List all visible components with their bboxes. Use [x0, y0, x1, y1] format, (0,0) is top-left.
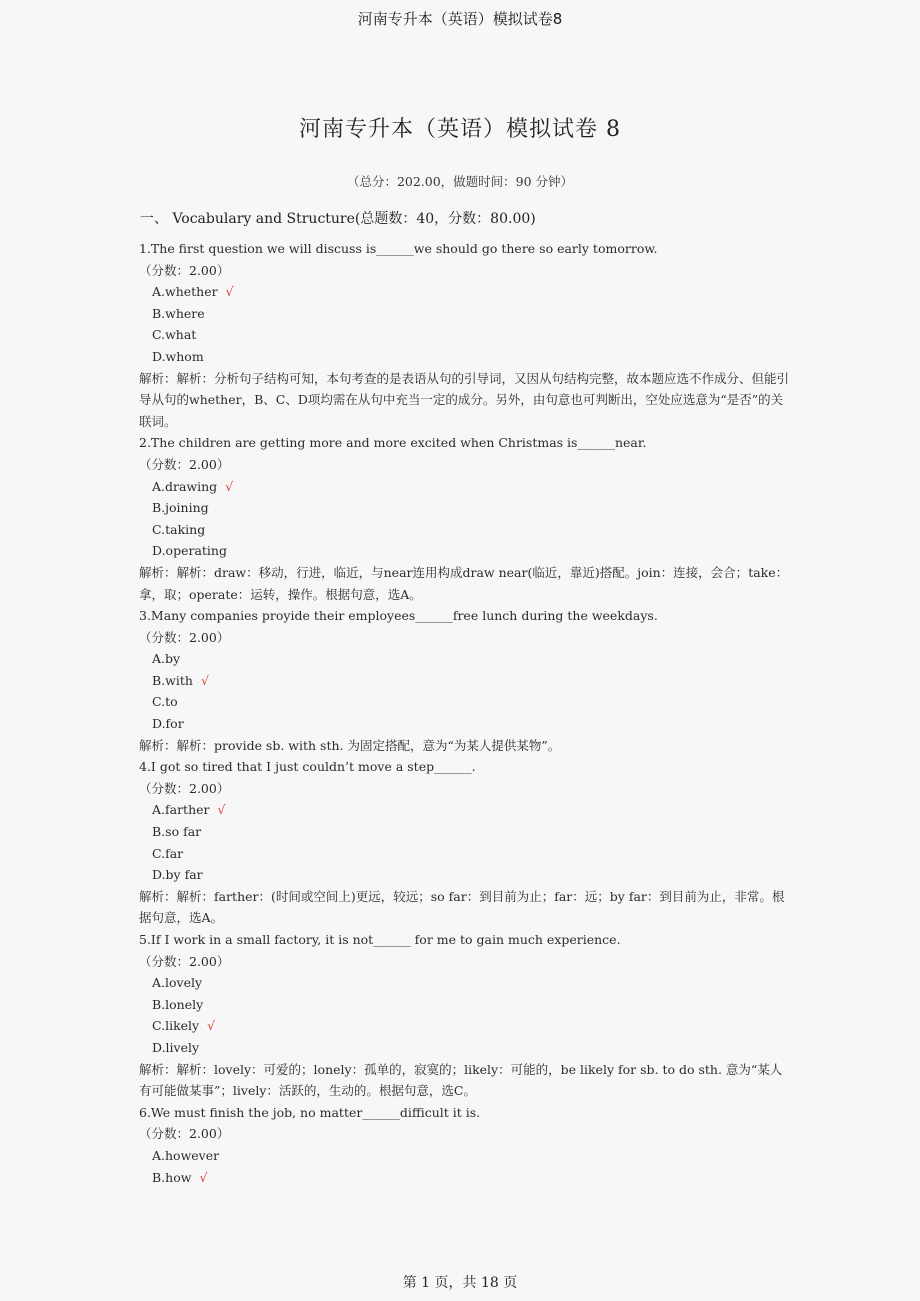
answer-option — [139, 691, 789, 713]
answer-option — [139, 670, 789, 692]
question-stem: 6.We must finish the job, no matter______difficult it is. — [139, 1104, 481, 1120]
answer-option — [139, 821, 789, 843]
answer-option — [139, 864, 789, 886]
question-stem: 3.Many companies proyide their employees______free lunch during the weekdays. — [139, 608, 658, 624]
answer-option-label: A.farther — [152, 802, 210, 818]
document-title: 河南专升本（英语）模拟试卷 8 — [299, 117, 621, 142]
answer-option-label: C.taking — [152, 521, 206, 537]
answer-option — [139, 1167, 789, 1189]
question-list — [139, 238, 789, 1188]
answer-option — [139, 1037, 789, 1059]
correct-check-icon: √ — [225, 284, 234, 300]
answer-option — [139, 346, 789, 368]
correct-check-icon: √ — [207, 1018, 216, 1034]
answer-option-label: D.by far — [152, 867, 203, 883]
question-item — [139, 238, 789, 432]
answer-option — [139, 1015, 789, 1037]
answer-option — [139, 713, 789, 735]
page-footer: 第 1 页，共 18 页 — [402, 1275, 518, 1291]
section-heading: 一、 Vocabulary and Structure(总题数：40，分数：80.00) — [140, 211, 536, 227]
question-item — [139, 929, 789, 1102]
document-subtitle: （总分：202.00，做题时间：90 分钟） — [346, 174, 574, 189]
correct-check-icon: √ — [217, 802, 226, 818]
answer-option-label: D.lively — [152, 1039, 200, 1055]
answer-option-label: B.with — [152, 672, 193, 688]
answer-option — [139, 843, 789, 865]
question-score: （分数：2.00） — [139, 262, 230, 278]
answer-option-label: C.far — [152, 845, 184, 861]
answer-option-label: C.to — [152, 694, 178, 710]
answer-option — [139, 1145, 789, 1167]
answer-option — [139, 799, 789, 821]
question-stem: 5.If I work in a small factory, it is not______ for me to gain much experience. — [139, 932, 621, 947]
answer-option-label: A.however — [152, 1147, 220, 1163]
answer-option — [139, 519, 789, 541]
question-score: （分数：2.00） — [139, 1126, 230, 1142]
answer-option-label: D.operating — [152, 543, 227, 559]
correct-check-icon: √ — [200, 672, 209, 688]
answer-option — [139, 324, 789, 346]
page-header: 河南专升本（英语）模拟试卷8 — [357, 10, 563, 28]
question-stem: 1.The first question we will discuss is______we should go there so early tomorrow. — [139, 241, 658, 256]
answer-option-label: A.by — [152, 651, 181, 667]
answer-analysis: 解析：解析：draw：移动，行进，临近，与near连用构成draw near(临近，靠近)搭配。join：连接，会合；take：拿，取；operate：运转，操作。根据句意，选A。 — [139, 564, 789, 602]
question-item — [139, 1102, 789, 1188]
answer-option-label: B.joining — [152, 500, 209, 516]
answer-option — [139, 303, 789, 325]
answer-option — [139, 648, 789, 670]
answer-option-label: D.for — [152, 716, 184, 732]
question-item — [139, 756, 789, 929]
question-stem: 4.I got so tired that I just couldn’t move a step______. — [139, 759, 476, 775]
answer-analysis: 解析：解析：farther：(时间或空间上)更远，较远；so far：到目前为止；far：远；by far：到目前为止，非常。根据句意，选A。 — [139, 888, 785, 926]
correct-check-icon: √ — [225, 478, 234, 494]
answer-option — [139, 476, 789, 498]
answer-option-label: B.lonely — [152, 996, 204, 1012]
question-score: （分数：2.00） — [139, 456, 230, 472]
answer-option-label: B.where — [152, 305, 205, 321]
answer-analysis: 解析：解析：provide sb. with sth. 为固定搭配，意为“为某人提供某物”。 — [139, 737, 561, 753]
question-stem: 2.The children are getting more and more excited when Christmas is______near. — [139, 435, 647, 451]
question-item — [139, 432, 789, 605]
answer-option-label: A.drawing — [152, 478, 218, 494]
answer-option-label: A.lovely — [152, 975, 203, 991]
answer-option-label: A.whether — [152, 284, 218, 300]
question-score: （分数：2.00） — [139, 629, 230, 645]
answer-option — [139, 540, 789, 562]
question-item — [139, 605, 789, 756]
answer-option — [139, 972, 789, 994]
question-score: （分数：2.00） — [139, 953, 230, 969]
answer-option-label: C.likely — [152, 1018, 200, 1034]
answer-analysis: 解析：解析：lovely：可爱的；lonely：孤单的，寂寞的；likely：可能的，be likely for sb. to do sth. 意为“某人有可能做某事”；lively：活跃的，生动的。根据句意，选C。 — [139, 1061, 783, 1099]
answer-option-label: B.so far — [152, 824, 202, 840]
answer-option — [139, 281, 789, 303]
answer-analysis: 解析：解析：分析句子结构可知，本句考查的是表语从句的引导词，又因从句结构完整，故本题应选不作成分、但能引导从句的whether，B、C、D项均需在从句中充当一定的成分。另外，由句意也可判断出，空处应选意为“是否”的关联词。 — [139, 370, 790, 429]
answer-option-label: B.how — [152, 1169, 192, 1185]
answer-option-label: C.what — [152, 327, 197, 343]
question-score: （分数：2.00） — [139, 780, 230, 796]
answer-option — [139, 497, 789, 519]
answer-option — [139, 994, 789, 1016]
correct-check-icon: √ — [199, 1169, 208, 1185]
answer-option-label: D.whom — [152, 348, 204, 364]
